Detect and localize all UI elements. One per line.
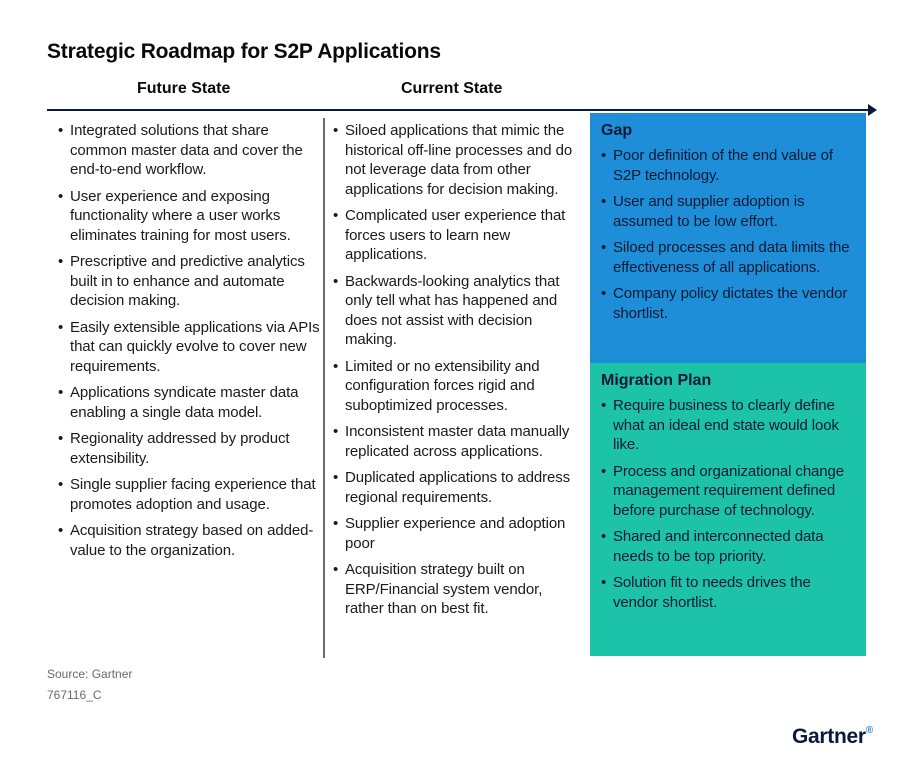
- current-state-item: • Duplicated applications to address regional requirements.: [333, 468, 583, 507]
- migration-plan-box: [590, 363, 866, 656]
- future-state-column: [58, 121, 320, 567]
- current-state-heading: Current State: [401, 80, 503, 97]
- future-state-item: • Regionality addressed by product extensibility.: [58, 429, 320, 468]
- current-state-item: • Backwards-looking analytics that only tell what has happened and does not assist with decision making.: [333, 272, 583, 350]
- current-state-item: • Limited or no extensibility and configuration forces rigid and suboptimized processes.: [333, 357, 583, 416]
- current-state-list: [333, 121, 583, 619]
- migration-plan-item: • Solution fit to needs drives the vendor shortlist.: [601, 573, 856, 612]
- future-state-heading: Future State: [137, 80, 231, 97]
- current-state-item: • Siloed applications that mimic the historical off-line processes and do not leverage data from other applications for decision making.: [333, 121, 583, 199]
- migration-plan-title: Migration Plan: [601, 372, 712, 389]
- gap-item: • User and supplier adoption is assumed to be low effort.: [601, 192, 856, 231]
- future-state-item: • Integrated solutions that share common master data and cover the end-to-end workflow.: [58, 121, 320, 180]
- future-state-item: • Easily extensible applications via APIs that can quickly evolve to cover new requirements.: [58, 318, 320, 377]
- future-state-list: [58, 121, 320, 560]
- future-state-item: • User experience and exposing functionality where a user works eliminates training for most users.: [58, 187, 320, 246]
- migration-plan-item: • Shared and interconnected data needs to be top priority.: [601, 527, 856, 566]
- current-state-item: • Acquisition strategy built on ERP/Financial system vendor, rather than on best fit.: [333, 560, 583, 619]
- gap-list: [601, 146, 856, 323]
- future-state-item: • Applications syndicate master data enabling a single data model.: [58, 383, 320, 422]
- gap-box: [590, 113, 866, 363]
- current-state-item: • Complicated user experience that forces users to learn new applications.: [333, 206, 583, 265]
- future-state-item: • Acquisition strategy based on added-value to the organization.: [58, 521, 320, 560]
- gartner-logo: [792, 725, 873, 749]
- future-state-item: • Single supplier facing experience that promotes adoption and usage.: [58, 475, 320, 514]
- gap-title: Gap: [601, 122, 633, 139]
- page-title: Strategic Roadmap for S2P Applications: [47, 40, 441, 63]
- figure-id: 767116_C: [47, 688, 102, 702]
- current-state-item: • Supplier experience and adoption poor: [333, 514, 583, 553]
- current-state-column: [333, 121, 583, 626]
- gap-item: • Poor definition of the end value of S2P technology.: [601, 146, 856, 185]
- future-state-item: • Prescriptive and predictive analytics built in to enhance and automate decision making.: [58, 252, 320, 311]
- logo-text: Gartner: [792, 725, 866, 748]
- source-note: Source: Gartner: [47, 667, 133, 681]
- registered-mark: ®: [865, 725, 873, 736]
- migration-plan-item: • Process and organizational change management requirement defined before purchase of technology.: [601, 462, 856, 521]
- current-state-item: • Inconsistent master data manually replicated across applications.: [333, 422, 583, 461]
- gap-item: • Siloed processes and data limits the effectiveness of all applications.: [601, 238, 856, 277]
- column-divider: [323, 118, 325, 658]
- migration-plan-item: • Require business to clearly define what an ideal end state would look like.: [601, 396, 856, 455]
- gap-item: • Company policy dictates the vendor shortlist.: [601, 284, 856, 323]
- migration-plan-list: [601, 396, 856, 612]
